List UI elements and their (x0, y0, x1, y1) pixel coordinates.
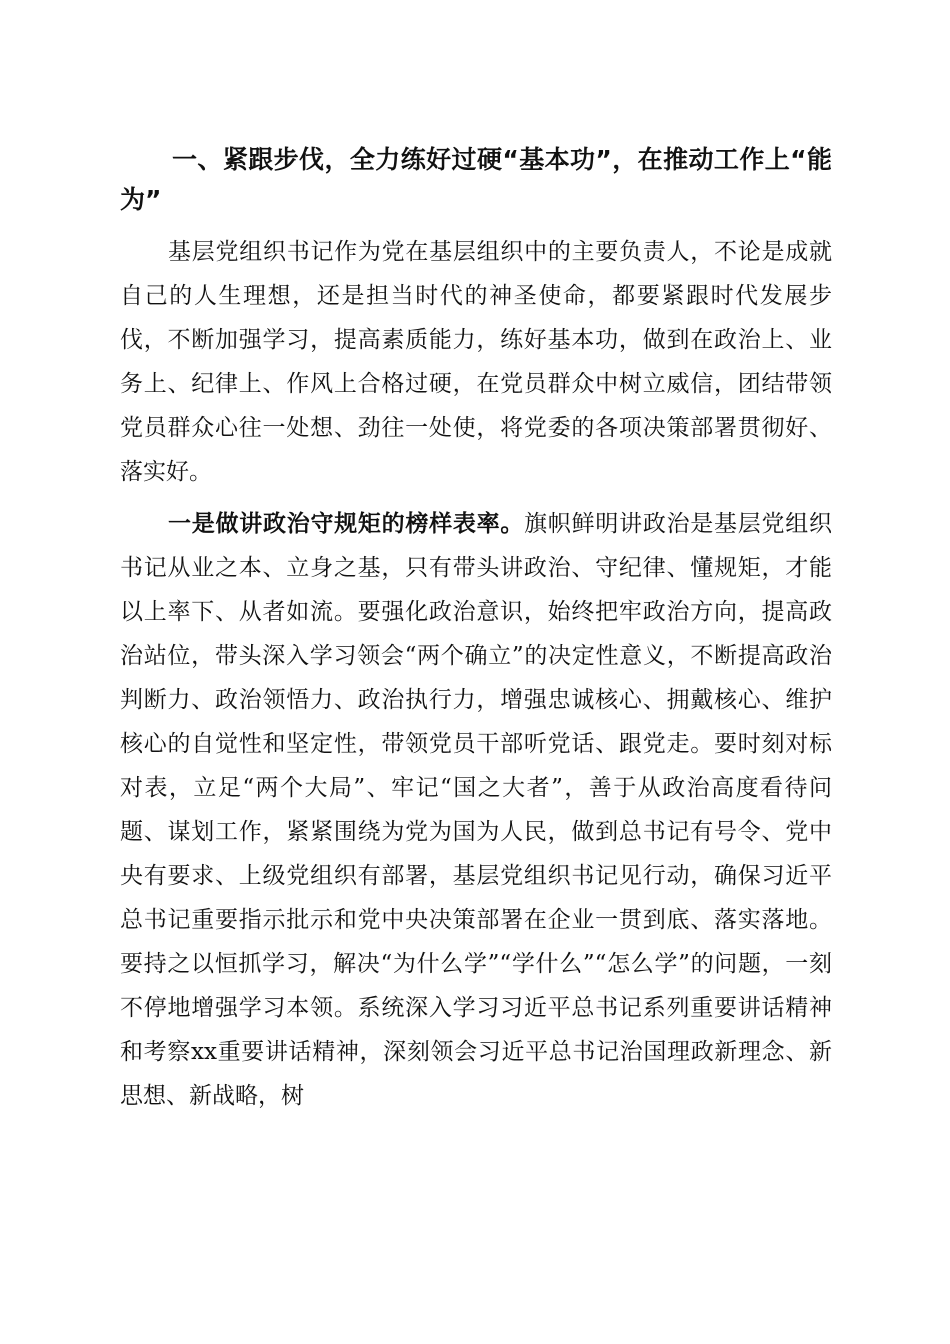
body-paragraph (120, 230, 832, 494)
paragraph-lead: 一是做讲政治守规矩的榜样表率。 (168, 511, 525, 537)
paragraph-text: 基层党组织书记作为党在基层组织中的主要负责人，不论是成就自己的人生理想，还是担当时代的神圣使命，都要紧跟时代发展步伐，不断加强学习，提高素质能力，练好基本功，做到在政治上、业务上、纪律上、作风上合格过硬，在党员群众中树立威信，团结带领党员群众心往一处想、劲往一处使，将党委的各项决策部署贯彻好、落实好。 (120, 239, 832, 485)
paragraph-text: 旗帜鲜明讲政治是基层党组织书记从业之本、立身之基，只有带头讲政治、守纪律、懂规矩，才能以上率下、从者如流。要强化政治意识，始终把牢政治方向，提高政治站位，带头深入学习领会“两个确立”的决定性意义，不断提高政治判断力、政治领悟力、政治执行力，增强忠诚核心、拥戴核心、维护核心的自觉性和坚定性，带领党员干部听党话、跟党走。要时刻对标对表，立足“两个大局”、牢记“国之大者”，善于从政治高度看待问题、谋划工作，紧紧围绕为党为国为人民，做到总书记有号令、党中央有要求、上级党组织有部署，基层党组织书记见行动，确保习近平总书记重要指示批示和党中央决策部署在企业一贯到底、落实落地。要持之以恒抓学习，解决“为什么学”“学什么”“怎么学”的问题，一刻不停地增强学习本领。系统深入学习习近平总书记系列重要讲话精神和考察xx重要讲话精神，深刻领会习近平总书记治国理政新理念、新思想、新战略，树 (120, 511, 833, 1109)
document-body (120, 140, 832, 1118)
section-heading: 一、紧跟步伐，全力练好过硬“基本功”，在推动工作上“能为” (120, 145, 832, 214)
body-paragraph (120, 502, 832, 1118)
